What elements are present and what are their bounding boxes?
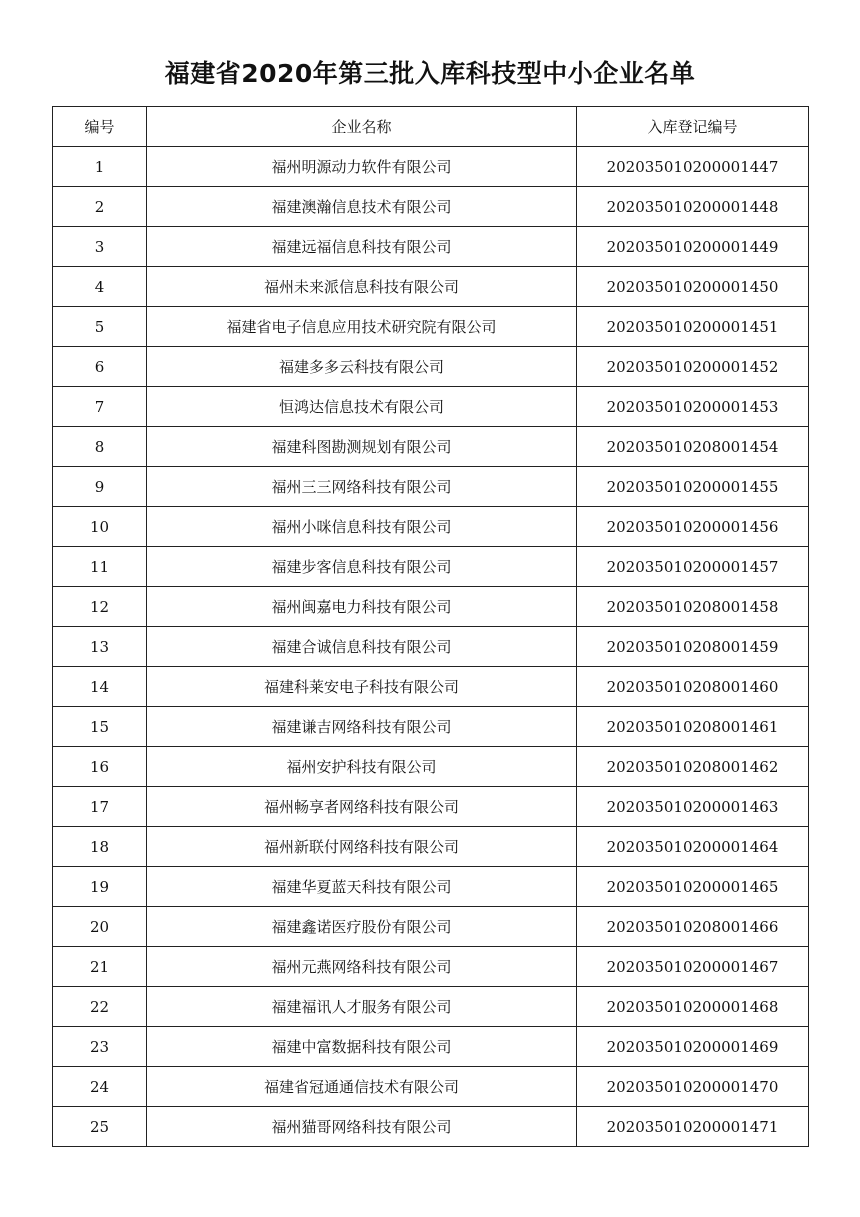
row-number: 1 — [53, 147, 147, 187]
company-name: 福建科莱安电子科技有限公司 — [147, 667, 577, 707]
table-row — [53, 627, 809, 667]
company-name: 福州三三网络科技有限公司 — [147, 467, 577, 507]
registration-number: 202035010200001463 — [577, 787, 809, 827]
registration-number: 202035010200001465 — [577, 867, 809, 907]
table-row — [53, 1107, 809, 1147]
table-row — [53, 1067, 809, 1107]
registration-number: 202035010200001453 — [577, 387, 809, 427]
row-number: 25 — [53, 1107, 147, 1147]
table-row — [53, 187, 809, 227]
row-number: 14 — [53, 667, 147, 707]
registration-number: 202035010208001462 — [577, 747, 809, 787]
row-number: 16 — [53, 747, 147, 787]
table-row — [53, 347, 809, 387]
row-number: 23 — [53, 1027, 147, 1067]
table-row — [53, 787, 809, 827]
company-name: 福建多多云科技有限公司 — [147, 347, 577, 387]
table-row — [53, 907, 809, 947]
row-number: 18 — [53, 827, 147, 867]
row-number: 3 — [53, 227, 147, 267]
table-row — [53, 387, 809, 427]
company-name: 福州闽嘉电力科技有限公司 — [147, 587, 577, 627]
company-name: 福建鑫诺医疗股份有限公司 — [147, 907, 577, 947]
row-number: 11 — [53, 547, 147, 587]
table-row — [53, 747, 809, 787]
row-number: 2 — [53, 187, 147, 227]
table-row — [53, 587, 809, 627]
company-name: 福州安护科技有限公司 — [147, 747, 577, 787]
row-number: 8 — [53, 427, 147, 467]
registration-number: 202035010208001461 — [577, 707, 809, 747]
table-row — [53, 307, 809, 347]
header-company-name: 企业名称 — [147, 107, 577, 147]
registration-number: 202035010200001467 — [577, 947, 809, 987]
table-row — [53, 987, 809, 1027]
company-name: 福州畅享者网络科技有限公司 — [147, 787, 577, 827]
company-name: 福建澳瀚信息技术有限公司 — [147, 187, 577, 227]
registration-number: 202035010200001457 — [577, 547, 809, 587]
company-name: 恒鸿达信息技术有限公司 — [147, 387, 577, 427]
header-number: 编号 — [53, 107, 147, 147]
registration-number: 202035010208001460 — [577, 667, 809, 707]
row-number: 10 — [53, 507, 147, 547]
row-number: 13 — [53, 627, 147, 667]
company-name: 福建谦吉网络科技有限公司 — [147, 707, 577, 747]
row-number: 5 — [53, 307, 147, 347]
registration-number: 202035010200001449 — [577, 227, 809, 267]
header-registration-number: 入库登记编号 — [577, 107, 809, 147]
registration-number: 202035010208001454 — [577, 427, 809, 467]
company-table — [52, 106, 809, 1147]
table-row — [53, 467, 809, 507]
registration-number: 202035010208001466 — [577, 907, 809, 947]
table-row — [53, 427, 809, 467]
table-row — [53, 267, 809, 307]
registration-number: 202035010200001447 — [577, 147, 809, 187]
registration-number: 202035010200001469 — [577, 1027, 809, 1067]
company-name: 福州小咪信息科技有限公司 — [147, 507, 577, 547]
table-row — [53, 867, 809, 907]
company-name: 福州未来派信息科技有限公司 — [147, 267, 577, 307]
company-name: 福建福讯人才服务有限公司 — [147, 987, 577, 1027]
row-number: 7 — [53, 387, 147, 427]
company-name: 福建步客信息科技有限公司 — [147, 547, 577, 587]
table-row — [53, 827, 809, 867]
row-number: 17 — [53, 787, 147, 827]
row-number: 15 — [53, 707, 147, 747]
row-number: 4 — [53, 267, 147, 307]
table-row — [53, 1027, 809, 1067]
row-number: 6 — [53, 347, 147, 387]
registration-number: 202035010200001468 — [577, 987, 809, 1027]
row-number: 21 — [53, 947, 147, 987]
table-row — [53, 227, 809, 267]
company-name: 福建科图勘测规划有限公司 — [147, 427, 577, 467]
row-number: 9 — [53, 467, 147, 507]
row-number: 24 — [53, 1067, 147, 1107]
registration-number: 202035010200001452 — [577, 347, 809, 387]
table-row — [53, 547, 809, 587]
table-row — [53, 507, 809, 547]
registration-number: 202035010200001471 — [577, 1107, 809, 1147]
registration-number: 202035010200001451 — [577, 307, 809, 347]
table-body — [53, 147, 809, 1147]
company-name: 福州元燕网络科技有限公司 — [147, 947, 577, 987]
registration-number: 202035010200001456 — [577, 507, 809, 547]
row-number: 12 — [53, 587, 147, 627]
company-name: 福建远福信息科技有限公司 — [147, 227, 577, 267]
registration-number: 202035010200001470 — [577, 1067, 809, 1107]
company-name: 福州新联付网络科技有限公司 — [147, 827, 577, 867]
table-header-row — [53, 107, 809, 147]
registration-number: 202035010200001464 — [577, 827, 809, 867]
company-name: 福建中富数据科技有限公司 — [147, 1027, 577, 1067]
row-number: 19 — [53, 867, 147, 907]
company-name: 福建华夏蓝天科技有限公司 — [147, 867, 577, 907]
table-row — [53, 667, 809, 707]
registration-number: 202035010200001450 — [577, 267, 809, 307]
company-name: 福州明源动力软件有限公司 — [147, 147, 577, 187]
row-number: 20 — [53, 907, 147, 947]
row-number: 22 — [53, 987, 147, 1027]
page-title: 福建省2020年第三批入库科技型中小企业名单 — [164, 59, 696, 88]
table-row — [53, 707, 809, 747]
company-name: 福建合诚信息科技有限公司 — [147, 627, 577, 667]
registration-number: 202035010200001455 — [577, 467, 809, 507]
company-name: 福州猫哥网络科技有限公司 — [147, 1107, 577, 1147]
registration-number: 202035010200001448 — [577, 187, 809, 227]
company-name: 福建省电子信息应用技术研究院有限公司 — [147, 307, 577, 347]
company-name: 福建省冠通通信技术有限公司 — [147, 1067, 577, 1107]
registration-number: 202035010208001458 — [577, 587, 809, 627]
registration-number: 202035010208001459 — [577, 627, 809, 667]
table-row — [53, 947, 809, 987]
table-row — [53, 147, 809, 187]
